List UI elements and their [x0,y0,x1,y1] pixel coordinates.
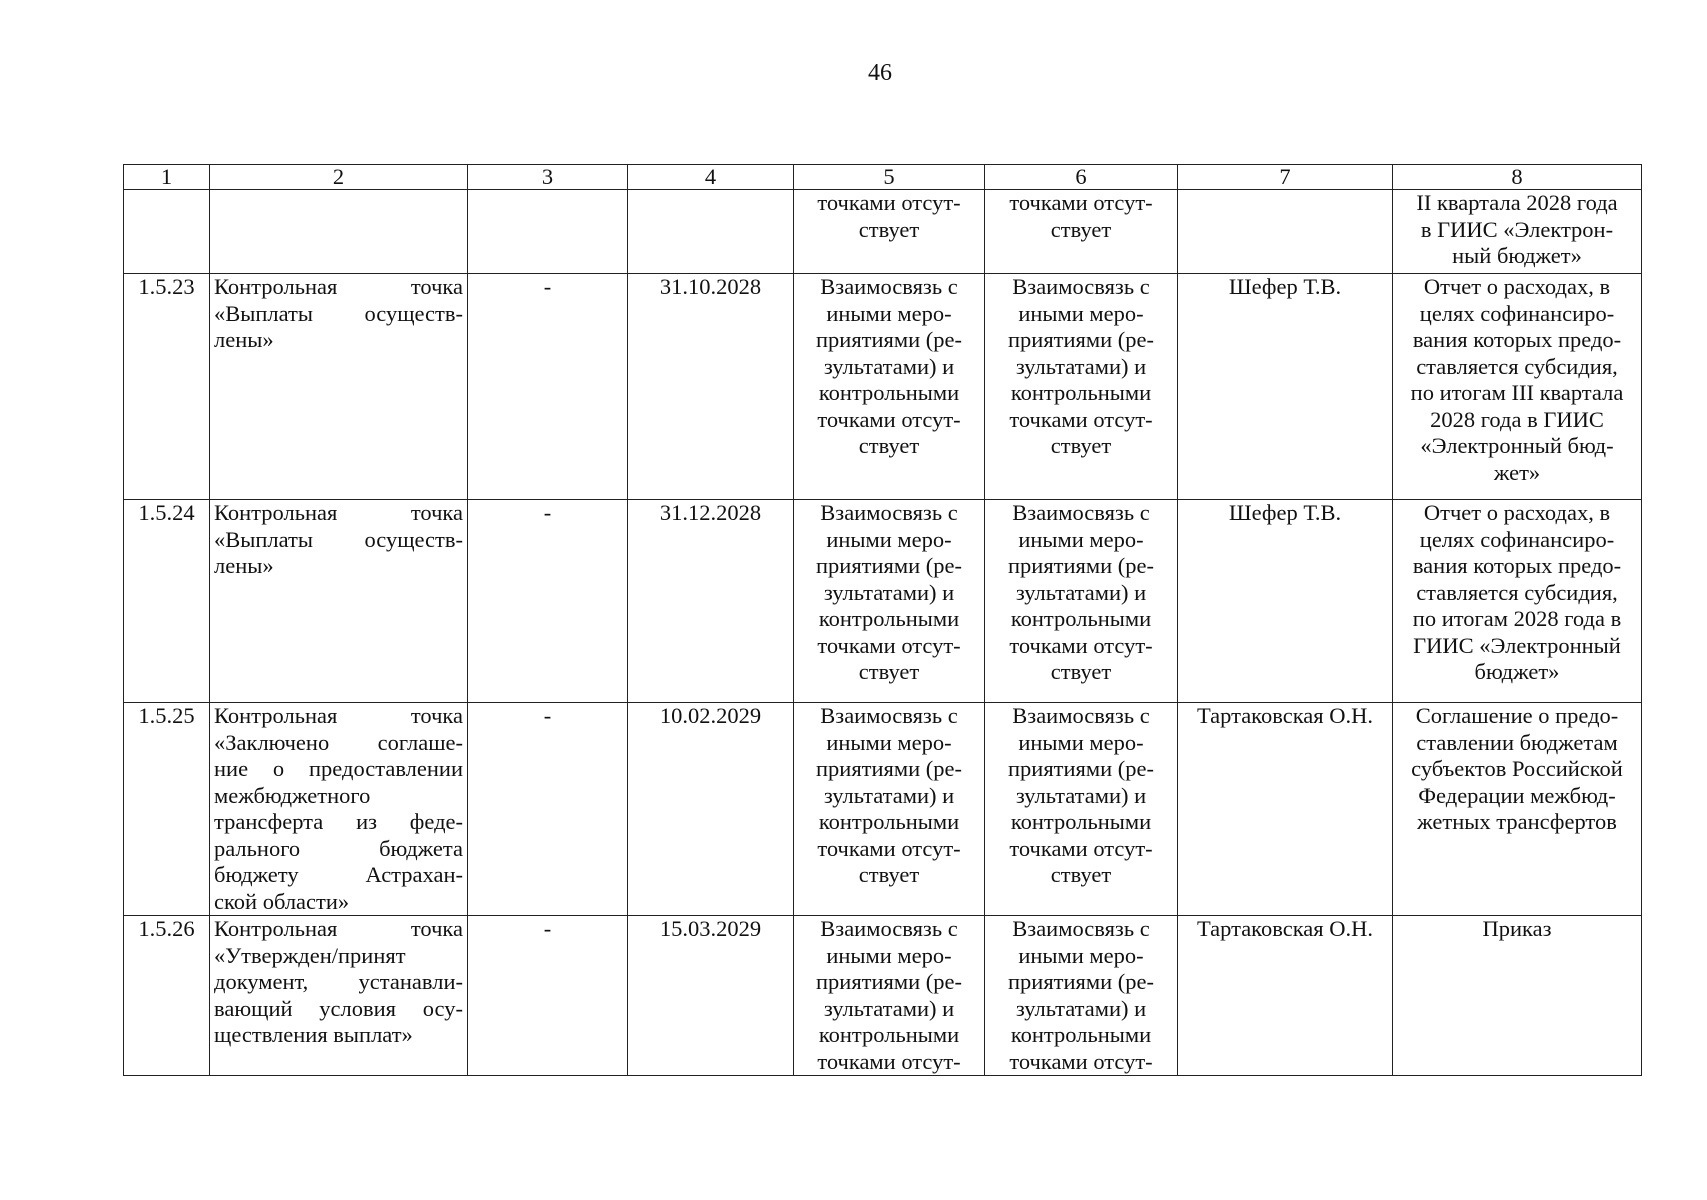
relation-col-6: Взаимосвязь с иными меро- приятиями (ре- зультатами) и контрольными точками отсут- [985,916,1178,1076]
column-3-value: - [468,274,628,500]
name-line: Контрольная точка [214,500,463,525]
row-number [124,190,210,274]
relation-col-5: Взаимосвязь с иными меро- приятиями (ре- зультатами) и контрольными точками отсут- [794,916,985,1076]
name-line: Контрольная точка [214,916,463,941]
table-row [124,190,1642,274]
name-line: «Выплаты осуществ- [214,300,463,326]
deadline-date: 31.10.2028 [628,274,794,500]
column-header-6: 6 [985,165,1178,190]
responsible-person [1178,190,1393,274]
control-point-name [210,916,468,1076]
control-point-name [210,500,468,703]
row-number: 1.5.24 [124,500,210,703]
confirming-document: Приказ [1393,916,1642,1076]
name-line: ние о предоставлении [214,756,463,781]
control-point-name [210,703,468,916]
relation-col-5: Взаимосвязь с иными меро- приятиями (ре- зультатами) и контрольными точками отсут- ствует [794,274,985,500]
confirming-document: Соглашение о предо- ставлении бюджетам субъектов Российской Федерации межбюд- жетных трансфертов [1393,703,1642,916]
table-row [124,274,1642,500]
table-row [124,916,1642,1076]
control-point-name [210,190,468,274]
relation-col-5: точками отсут- ствует [794,190,985,274]
column-3-value [468,190,628,274]
column-3-value: - [468,703,628,916]
control-point-name [210,274,468,500]
name-line: вающий условия осу- [214,995,463,1021]
name-line: трансферта из феде- [214,809,463,834]
relation-col-6: Взаимосвязь с иными меро- приятиями (ре- зультатами) и контрольными точками отсут- ствует [985,274,1178,500]
confirming-document: Отчет о расходах, в целях софинансиро- вания которых предо- ставляется субсидия, по итогам 2028 года в ГИИС «Электронный бюджет» [1393,500,1642,703]
column-header-4: 4 [628,165,794,190]
name-line: «Заключено соглаше- [214,729,463,755]
relation-col-6: точками отсут- ствует [985,190,1178,274]
relation-col-6: Взаимосвязь с иными меро- приятиями (ре- зультатами) и контрольными точками отсут- ствует [985,703,1178,916]
column-header-2: 2 [210,165,468,190]
deadline-date: 10.02.2029 [628,703,794,916]
name-line: документ, устанавли- [214,969,463,994]
table-row [124,703,1642,916]
row-number: 1.5.23 [124,274,210,500]
row-number: 1.5.26 [124,916,210,1076]
column-header-5: 5 [794,165,985,190]
row-number: 1.5.25 [124,703,210,916]
table-row [124,500,1642,703]
relation-col-6: Взаимосвязь с иными меро- приятиями (ре- зультатами) и контрольными точками отсут- ствует [985,500,1178,703]
name-line: межбюджетного [214,782,371,808]
relation-col-5: Взаимосвязь с иными меро- приятиями (ре- зультатами) и контрольными точками отсут- ствует [794,703,985,916]
deadline-date: 31.12.2028 [628,500,794,703]
column-header-1: 1 [124,165,210,190]
name-line: Контрольная точка [214,703,463,728]
deadline-date: 15.03.2029 [628,916,794,1076]
responsible-person: Тартаковская О.Н. [1178,703,1393,916]
relation-col-5: Взаимосвязь с иными меро- приятиями (ре- зультатами) и контрольными точками отсут- ствует [794,500,985,703]
name-line: Контрольная точка [214,274,463,299]
name-line: лены» [214,327,274,352]
name-line: «Выплаты осуществ- [214,526,463,552]
control-points-table [123,164,1642,1076]
responsible-person: Шефер Т.В. [1178,500,1393,703]
column-3-value: - [468,500,628,703]
deadline-date [628,190,794,274]
confirming-document: Отчет о расходах, в целях софинансиро- вания которых предо- ставляется субсидия, по итогам III квартала 2028 года в ГИИС «Электронный бюд- жет» [1393,274,1642,500]
column-header-8: 8 [1393,165,1642,190]
name-line: рального бюджета [214,835,463,861]
page-number: 46 [868,60,892,86]
column-header-3: 3 [468,165,628,190]
responsible-person: Шефер Т.В. [1178,274,1393,500]
column-number-header-row [124,165,1642,190]
name-line: лены» [214,553,274,578]
name-line: «Утвержден/принят [214,942,406,968]
responsible-person: Тартаковская О.Н. [1178,916,1393,1076]
name-line: ской области» [214,888,350,914]
column-header-7: 7 [1178,165,1393,190]
column-3-value: - [468,916,628,1076]
confirming-document: II квартала 2028 года в ГИИС «Электрон- ный бюджет» [1393,190,1642,274]
name-line: бюджету Астрахан- [214,862,463,887]
name-line: ществления выплат» [214,1022,413,1047]
